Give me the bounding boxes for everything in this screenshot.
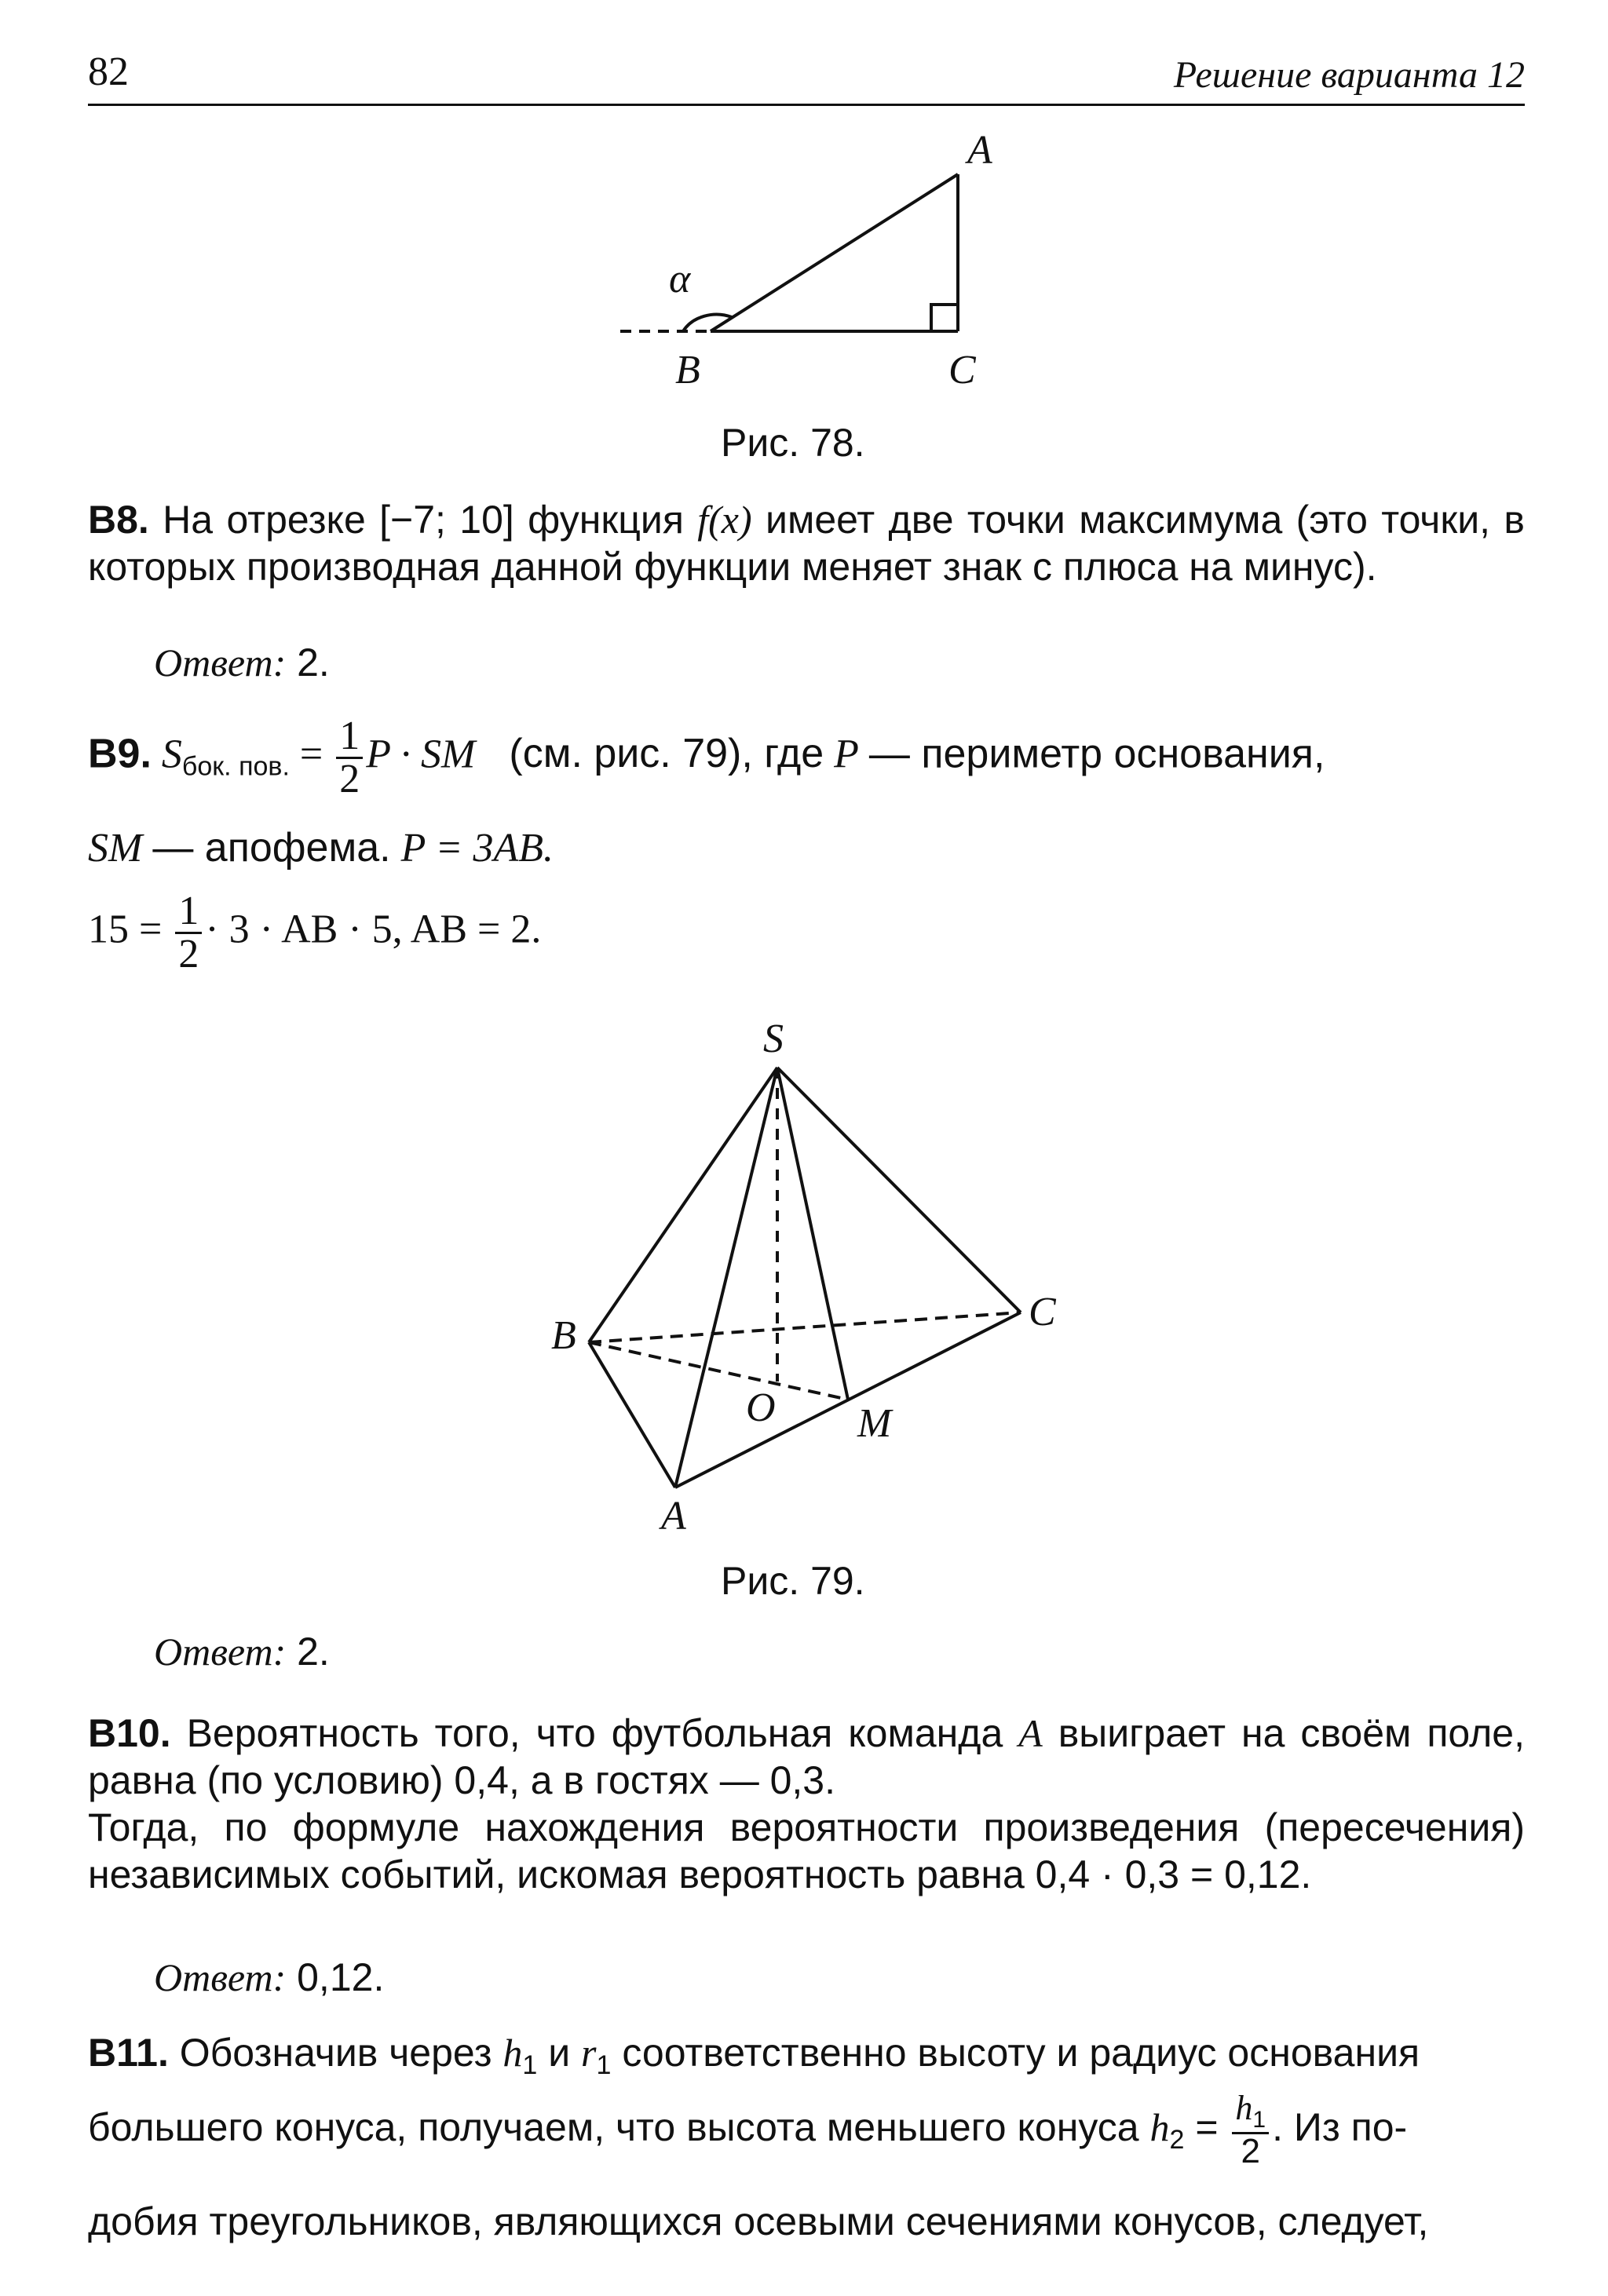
- b11-fraction: [1232, 2091, 1269, 2169]
- fig79-hidden-bm: [589, 1342, 848, 1400]
- b11-and: и: [537, 2031, 582, 2075]
- b8-label: B8.: [88, 498, 149, 542]
- fig79-edge-sc: [777, 1068, 1021, 1312]
- fig79-label-o: O: [746, 1385, 776, 1430]
- b10-team: A: [1018, 1711, 1043, 1755]
- b9-answer-label: Ответ:: [154, 1630, 287, 1674]
- b9-frac-den: 2: [339, 757, 360, 801]
- running-head: Решение варианта 12: [1173, 54, 1525, 96]
- fig79-edge-ba: [589, 1342, 675, 1487]
- b9-text-b: — периметр основания,: [868, 731, 1325, 777]
- b9-line3-den: 2: [178, 932, 199, 976]
- b9-line3-left: 15 =: [88, 907, 173, 952]
- b9-p-var: P: [834, 732, 859, 777]
- b10-answer: [154, 1955, 384, 2000]
- b9-line1: [88, 716, 1325, 800]
- b8-text-a: На отрезке [−7; 10] функция: [148, 498, 698, 542]
- b11-line2-a: большего конуса, получаем, что высота меньшего конуса: [88, 2105, 1150, 2149]
- b10-answer-value: 0,12.: [297, 1955, 385, 1999]
- fig79-hidden-bc: [589, 1312, 1021, 1342]
- b11-label: B11.: [88, 2031, 169, 2075]
- b9-s-sub: бок. пов.: [181, 751, 290, 782]
- fig78-label-c: C: [948, 348, 976, 392]
- b10-text-a: Вероятность того, что футбольная команда: [170, 1711, 1019, 1755]
- b9-label: B9.: [88, 731, 152, 777]
- fig78-side-ab: [711, 174, 958, 331]
- fig79-edge-sb: [589, 1068, 777, 1342]
- fig79-label-s: S: [763, 1017, 784, 1061]
- b9-text-a: (см. рис. 79), где: [509, 731, 824, 777]
- b10-paragraph-2: [88, 1804, 1525, 1898]
- b11-line2-b: . Из по-: [1272, 2105, 1408, 2149]
- b11-h1-sub: 1: [522, 2050, 538, 2080]
- b10-answer-label: Ответ:: [154, 1955, 287, 1999]
- b8-func: f(x): [697, 498, 752, 542]
- b9-line3: [88, 891, 541, 975]
- b8-text-b: имеет две точки максимума (это точки, в которых производная данной функции меняет знак с плюса на минус).: [88, 498, 1525, 589]
- b11-frac-num-h: h: [1235, 2089, 1253, 2128]
- b9-line2-var: SM: [88, 826, 143, 871]
- fig79-label-a: A: [661, 1494, 686, 1539]
- b8-paragraph: [88, 496, 1525, 590]
- b11-frac-num-sub: 1: [1252, 2107, 1266, 2134]
- b8-answer: [154, 640, 330, 685]
- page-header: [88, 49, 1525, 106]
- fig79-caption: Рис. 79.: [721, 1559, 865, 1603]
- b11-frac-den: 2: [1241, 2132, 1260, 2171]
- b10-text-b: выиграет на своём поле, равна (по условию) 0,4, а в гостях — 0,3.: [88, 1711, 1526, 1802]
- fig78-right-angle: [931, 305, 958, 331]
- b9-line2-text: — апофема.: [152, 825, 391, 871]
- b11-h1: h: [502, 2031, 523, 2075]
- b9-s: S: [161, 732, 182, 777]
- b11-line3: [88, 2198, 1525, 2245]
- b11-line2: [88, 2088, 1525, 2179]
- b9-answer: [154, 1629, 330, 1674]
- b11-text-a: Обозначив через: [168, 2031, 503, 2075]
- b11-text-b: соответственно высоту и радиус основания: [611, 2031, 1420, 2075]
- b9-rhs: P · SM: [366, 732, 476, 777]
- fig78-caption: Рис. 78.: [721, 421, 865, 465]
- b10-label: B10.: [88, 1711, 171, 1755]
- b8-answer-label: Ответ:: [154, 641, 287, 684]
- b10-paragraph: [88, 1710, 1525, 1804]
- b9-line2: [88, 824, 554, 871]
- b10-text-c: Тогда, по формуле нахождения вероятности произведения (пересечения) независимых событий, искомая вероятность равна 0,4 · 0,3 = 0,12.: [88, 1805, 1525, 1896]
- fig79-label-b: B: [551, 1313, 576, 1358]
- b11-h2-eq: =: [1184, 2105, 1230, 2149]
- b9-line3-num: 1: [175, 891, 202, 934]
- b11-line3-text: добия треугольников, являющихся осевыми сечениями конусов, следует,: [88, 2199, 1429, 2243]
- b11-frac-num: [1232, 2091, 1269, 2134]
- b9-line2-eq: P = 3AB.: [400, 826, 554, 871]
- b9-eq: =: [289, 732, 334, 777]
- fig78-label-a: A: [967, 128, 992, 173]
- fig78-label-alpha: α: [669, 257, 691, 301]
- fig79-apothem-sm: [777, 1068, 848, 1400]
- b9-fraction: [336, 716, 363, 800]
- b9-line3-fraction: [175, 891, 202, 975]
- figure-78: [597, 118, 1036, 400]
- b9-line3-rest: · 3 · AB · 5, AB = 2.: [205, 907, 542, 952]
- b11-r1: r: [581, 2031, 597, 2075]
- b8-answer-value: 2.: [297, 641, 330, 684]
- b11-r1-sub: 1: [596, 2050, 612, 2080]
- page-number: 82: [88, 49, 129, 94]
- figure-79: [534, 1013, 1099, 1546]
- b11-h2-sub: 2: [1169, 2125, 1185, 2155]
- fig79-edge-ac: [675, 1312, 1021, 1487]
- b9-frac-num: 1: [336, 716, 363, 759]
- b11-line1: [88, 2029, 1525, 2089]
- b11-h2: h: [1149, 2105, 1170, 2149]
- fig78-label-b: B: [675, 348, 700, 392]
- fig79-label-c: C: [1029, 1290, 1056, 1334]
- fig79-label-m: M: [857, 1401, 892, 1446]
- b9-answer-value: 2.: [297, 1630, 330, 1674]
